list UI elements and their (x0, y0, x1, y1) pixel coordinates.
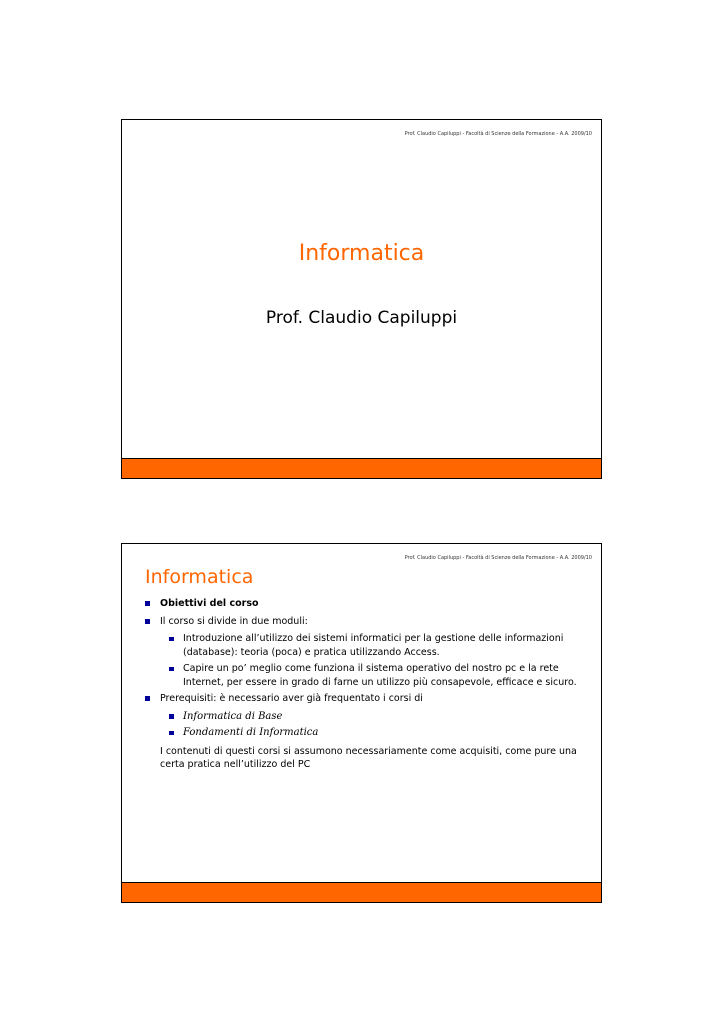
bullet-item (145, 615, 585, 629)
square-bullet-icon (169, 731, 174, 736)
slide-1 (121, 119, 602, 479)
bullet-item (145, 597, 585, 611)
square-bullet-icon (169, 714, 174, 719)
sub-bullet-item (169, 662, 585, 689)
square-bullet-icon (145, 619, 150, 624)
sub-bullet-item (169, 726, 585, 740)
bullet-text: Capire un po’ meglio come funziona il sistema operativo del nostro pc e la rete Internet, per essere in grado di farne un utilizzo più consapevole, efficace e sicuro. (183, 663, 577, 688)
square-bullet-icon (145, 696, 150, 701)
slide-2 (121, 543, 602, 903)
square-bullet-icon (169, 667, 174, 672)
bullet-text: Fondamenti di Informatica (183, 727, 319, 738)
slide-title: Informatica (298, 241, 425, 266)
bullet-text: Obiettivi del corso (160, 598, 259, 609)
slide-content (145, 597, 585, 772)
bullet-text: Introduzione all’utilizzo dei sistemi informatici per la gestione delle informazioni (database): teoria (poca) e pratica utilizzando Access. (183, 633, 564, 658)
footer-bar (122, 458, 601, 478)
slide-title: Informatica (145, 566, 254, 588)
sub-bullet-item (169, 710, 585, 724)
square-bullet-icon (145, 601, 150, 606)
slide-header: Prof. Claudio Capiluppi - Facoltà di Scienze della Formazione - A.A. 2009/10 (404, 555, 592, 561)
bullet-text: Prerequisiti: è necessario aver già frequentato i corsi di (160, 693, 423, 704)
bullet-text: Informatica di Base (183, 710, 283, 722)
slide-header: Prof. Claudio Capiluppi - Facoltà di Scienze della Formazione - A.A. 2009/10 (404, 131, 592, 137)
slide-subtitle: Prof. Claudio Capiluppi (265, 308, 458, 328)
sub-bullet-item (169, 632, 585, 659)
bullet-text: Il corso si divide in due moduli: (160, 615, 308, 627)
footer-bar (122, 882, 601, 902)
square-bullet-icon (169, 637, 174, 642)
bullet-item (145, 692, 585, 706)
note-paragraph: I contenuti di questi corsi si assumono necessariamente come acquisiti, come pure una certa pratica nell’utilizzo del PC (160, 745, 577, 770)
